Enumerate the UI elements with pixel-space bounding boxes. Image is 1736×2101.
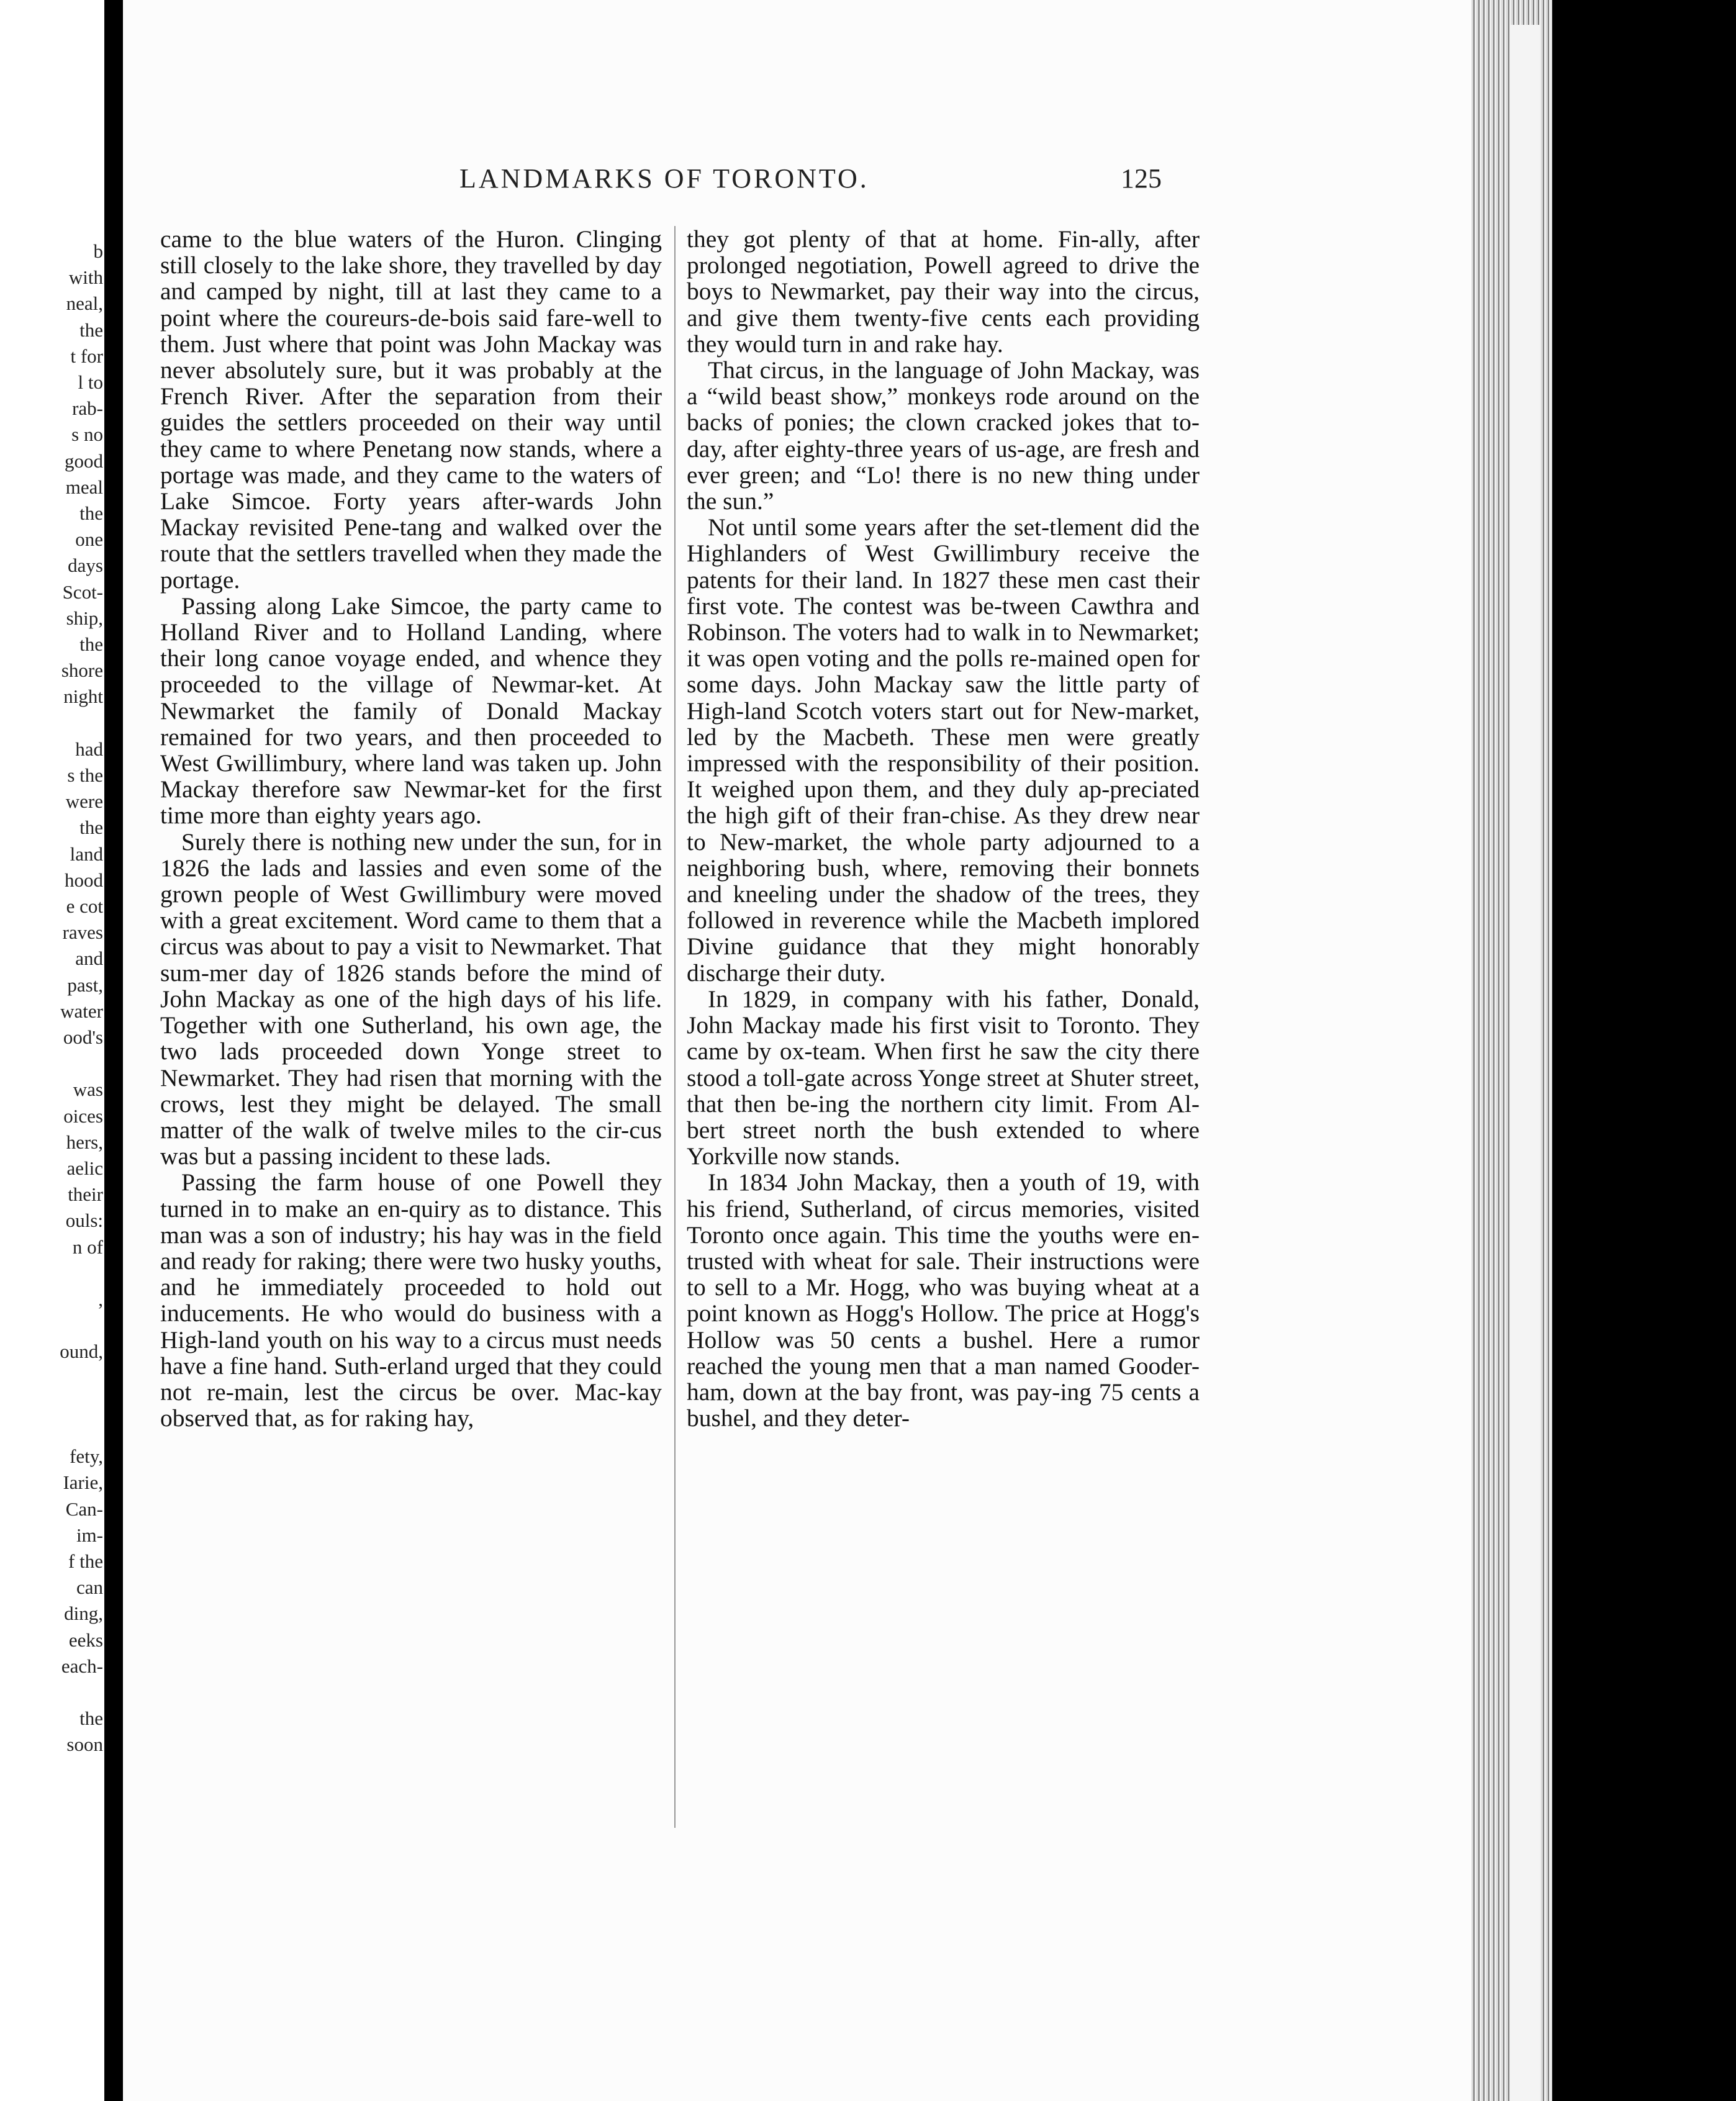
fragment-line: raves	[62, 921, 103, 944]
paragraph: they got plenty of that at home. Fin-ally, after prolonged negotiation, Powell agreed to drive the boys to Newmarket, pay their way into the circus, and give them twenty-five cents each providing they would turn in and rake hay.	[687, 225, 1200, 358]
fragment-line: the	[79, 816, 103, 839]
fragment-line: each-	[61, 1655, 103, 1677]
fragment-line: days	[68, 554, 103, 577]
fragment-line: s the	[67, 764, 103, 786]
fragment-line: and	[75, 947, 103, 970]
fragment-line: the	[79, 633, 103, 655]
page-edge-highlight	[1510, 25, 1540, 2101]
running-header: LANDMARKS OF TORONTO.	[459, 163, 869, 194]
fragment-line: water	[60, 1000, 103, 1022]
fragment-line: b	[93, 240, 103, 262]
facing-page-fragment	[0, 0, 112, 2101]
page-number: 125	[1121, 163, 1162, 194]
fragment-line: ding,	[64, 1602, 103, 1625]
fragment-line: rab-	[72, 397, 103, 420]
fragment-line: the	[79, 319, 103, 341]
fragment-line: ship,	[66, 607, 103, 629]
fragment-line: t for	[70, 345, 103, 367]
fragment-line: ouls:	[65, 1209, 103, 1232]
fragment-line: Scot-	[62, 581, 103, 603]
fragment-line: f the	[68, 1550, 103, 1572]
fragment-line: hood	[65, 869, 103, 891]
fragment-line: ood's	[63, 1026, 103, 1048]
paragraph: In 1829, in company with his father, Donald, John Mackay made his first visit to Toronto. They came by ox-team. When first he saw the city there stood a toll-gate across Yonge street at Shuter street, that then be-ing the northern city limit. From Al-bert street north the bush extended to where Yorkville now stands.	[687, 985, 1200, 1170]
fragment-line: neal,	[66, 292, 103, 315]
fragment-line: good	[65, 450, 103, 472]
fragment-line: Iarie,	[63, 1471, 103, 1494]
column-divider	[674, 226, 676, 1828]
fragment-line: shore	[61, 659, 103, 682]
fragment-line: n of	[72, 1236, 103, 1258]
fragment-line: were	[65, 790, 103, 813]
paragraph: In 1834 John Mackay, then a youth of 19, with his friend, Sutherland, of circus memories, visited Toronto once again. This time the youths were en-trusted with wheat for sale. Their instructions were to sell to a Mr. Hogg, who was buying wheat at a point known as Hogg's Hollow. The price at Hogg's Hollow was 50 cents a bushel. Here a rumor reached the young men that a man named Gooder-ham, down at the bay front, was pay-ing 75 cents a bushel, and they deter-	[687, 1168, 1200, 1432]
fragment-line: past,	[67, 974, 103, 996]
fragment-line: had	[75, 738, 103, 760]
fragment-line: meal	[65, 476, 103, 498]
fragment-line: with	[68, 266, 103, 289]
paragraph: Passing the farm house of one Powell they turned in to make an en-quiry as to distance. This man was a son of industry; his hay was in the field and ready for raking; there were two husky youths, and he immediately proceeded to hold out inducements. He who would do business with a High-land youth on his way to a circus must needs have a fine hand. Suth-erland urged that they could not re-main, lest the circus be over. Mac-kay observed that, as for raking hay,	[160, 1168, 662, 1432]
fragment-line: ound,	[60, 1340, 103, 1363]
paragraph: Passing along Lake Simcoe, the party came to Holland River and to Holland Landing, where their long canoe voyage ended, and whence they proceeded to the village of Newmar-ket. At Newmarket the family of Donald Mackay remained for two years, and then proceeded to West Gwillimbury, where land was taken up. John Mackay therefore saw Newmar-ket for the first time more than eighty years ago.	[160, 592, 662, 829]
fragment-line: can	[76, 1576, 103, 1599]
fragment-line: eeks	[68, 1629, 103, 1651]
paragraph: That circus, in the language of John Mackay, was a “wild beast show,” monkeys rode around on the backs of ponies; the clown cracked jokes that to-day, after eighty-three years of us-age, are fresh and ever green; and “Lo! there is no new thing under the sun.”	[687, 356, 1200, 515]
fragment-line: the	[79, 502, 103, 524]
fragment-line: ,	[98, 1288, 103, 1310]
right-column	[687, 226, 1200, 1431]
fragment-line: land	[70, 843, 103, 865]
left-column	[160, 226, 662, 1431]
paragraph: Not until some years after the set-tlement did the Highlanders of West Gwillimbury receive the patents for their land. In 1827 these men cast their first vote. The contest was be-tween Cawthra and Robinson. The voters had to walk in to Newmarket; it was open voting and the polls re-mained open for some days. John Mackay saw the little party of High-land Scotch voters start out for New-market, led by the Macbeth. These men were greatly impressed with the responsibility of their position. It weighed upon them, and they duly ap-preciated the high gift of their fran-chise. As they drew near to New-market, the whole party adjourned to a neighboring bush, where, removing their bonnets and kneeling under the shadow of the trees, they followed in reverence while the Macbeth implored Divine guidance that they might honorably discharge their duty.	[687, 513, 1200, 987]
fragment-line: fety,	[70, 1445, 103, 1468]
fragment-line: Can-	[65, 1498, 103, 1520]
gutter-shadow	[104, 0, 123, 2101]
paragraph: came to the blue waters of the Huron. Clinging still closely to the lake shore, they travelled by day and camped by night, till at last they came to a point where the coureurs-de-bois said fare-well to them. Just where that point was John Mackay was never absolutely sure, but it was probably at the French River. After the separation from their guides the settlers proceeded on their way until they came to where Penetang now stands, where a portage was made, and they came to the waters of Lake Simcoe. Forty years after-wards John Mackay revisited Pene-tang and walked over the route that the settlers travelled when they made the portage.	[160, 225, 662, 594]
fragment-line: hers,	[66, 1131, 103, 1153]
fragment-line: soon	[66, 1733, 103, 1756]
fragment-line: s no	[71, 423, 103, 446]
fragment-line: their	[68, 1183, 103, 1206]
fragment-line: oices	[63, 1105, 103, 1127]
paragraph: Surely there is nothing new under the sun, for in 1826 the lads and lassies and even some of the grown people of West Gwillimbury were moved with a great excitement. Word came to them that a circus was about to pay a visit to Newmarket. That sum-mer day of 1826 stands before the mind of John Mackay as one of the high days of his life. Together with one Sutherland, his own age, the two lads proceeded down Yonge street to Newmarket. They had risen that morning with the crows, lest they might be delayed. The small matter of the walk of twelve miles to the cir-cus was but a passing incident to these lads.	[160, 828, 662, 1170]
fragment-line: im-	[76, 1524, 103, 1546]
fragment-line: night	[63, 685, 103, 708]
fragment-line: was	[73, 1078, 103, 1101]
fragment-line: e cot	[66, 895, 103, 917]
fragment-line: aelic	[66, 1157, 103, 1179]
fragment-line: one	[75, 528, 103, 551]
fragment-line: l to	[78, 371, 103, 393]
fragment-line: the	[79, 1707, 103, 1730]
